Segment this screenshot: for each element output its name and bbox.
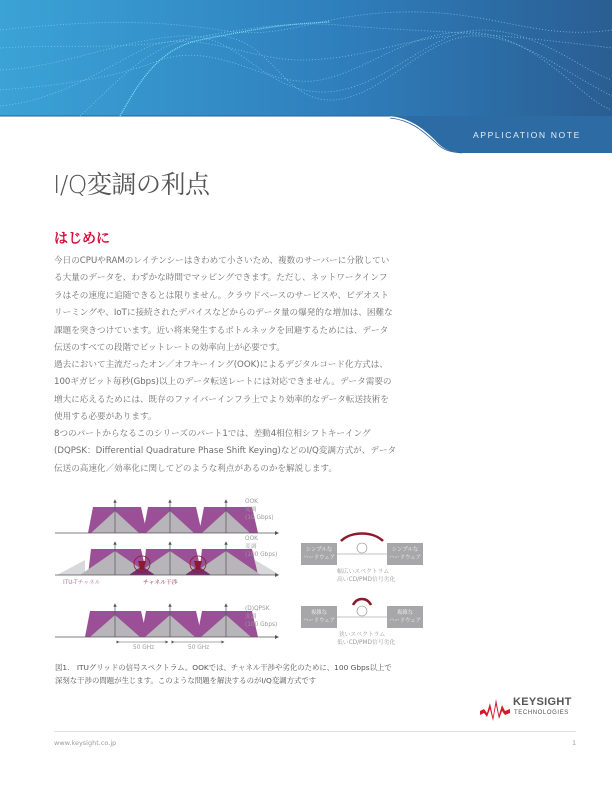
text-line: ラはその速度に追随できるとは限りません。クラウドベースのサービスや、ビデオスト (54, 290, 389, 301)
spectrum-figure (55, 495, 455, 655)
text-line: 100ギガビット毎秒(Gbps)以上のデータ転送レートには対応できません。データ需要の (54, 377, 392, 388)
text-line: 伝送のすべての段階でビットレートの効率向上が必要です。 (54, 343, 285, 354)
row-dqpsk-100g (55, 605, 277, 642)
caption-line: 図1. ITUグリッドの信号スペクトラム。OOKでは、チャネル干渉や劣化のために、100 Gbps以上で (55, 663, 392, 672)
logo-subtitle: TECHNOLOGIES (514, 710, 569, 716)
simple-hardware-box-right: シンプルな ハードウェア (387, 543, 423, 565)
paragraph-3 (54, 426, 564, 478)
link-bottom-description: 狭いスペクトラム 低いCD/PMD信号劣化 (337, 632, 396, 646)
channel-interference-label: チャネル干渉 (143, 580, 178, 586)
row-label-ook-10g: OOK 変調 (10 Gbps) (245, 499, 274, 521)
text-line: 伝送の高速化／効率化に関してどのような利点があるのかを解説します。 (54, 463, 337, 474)
spacing-label-2: 50 GHz (188, 645, 210, 651)
paragraph-1 (54, 253, 564, 357)
text-line: 増大に応えるためには、既存のファイバーインフラ上でより効率的なデータ転送技術を (54, 394, 389, 405)
row-label-dqpsk-100g: (D)QPSK 変調 (100 Gbps) (245, 606, 278, 628)
logo-name: KEYSIGHT (513, 696, 572, 708)
section-heading: はじめに (54, 231, 110, 247)
text-line: る大量のデータを、わずかな時間でマッピングできます。ただし、ネットワークインフ (54, 273, 388, 284)
footer-url[interactable]: www.keysight.co.jp (54, 739, 117, 747)
footer-divider (54, 731, 576, 732)
spacing-label-1: 50 GHz (133, 645, 155, 651)
fiber-link-top (337, 534, 387, 555)
link-top-description: 幅広いスペクトラム 高いCD/PMD信号劣化 (337, 569, 396, 583)
paragraph-2 (54, 357, 564, 427)
page-title: I/Q変調の利点 (53, 170, 210, 199)
complex-hardware-box-right: 複雑な ハードウェア (387, 606, 423, 628)
complex-hardware-box-left: 複雑な ハードウェア (301, 606, 337, 628)
caption-line: 深刻な干渉の問題が生じます。このような問題を解決するのがI/Q変調方式です (55, 676, 317, 685)
simple-hardware-box-left: シンプルな ハードウェア (301, 543, 337, 565)
text-line: 課題を突きつけています。近い将来発生するボトルネックを回避するためには、データ (54, 325, 389, 336)
row-ook-10g (55, 501, 277, 533)
text-line: リーミングや、IoTに接続されたデバイスなどからのデータ量の爆発的な増加は、困難な (54, 308, 393, 319)
text-line: 8つのパートからなるこのシリーズのパート1では、差動4相位相シフトキーイング (54, 429, 371, 439)
text-line: (DQPSK：Differential Quadrature Phase Shift Keying)などのI/Q変調方式が、データ (54, 446, 397, 457)
row-label-ook-100g: OOK 変調 (100 Gbps) (245, 536, 278, 558)
keysight-logo (480, 695, 580, 725)
text-line: 今日のCPUやRAMのレイテンシーはきわめて小さいため、複数のサーバーに分散してい (54, 256, 390, 266)
document-type-label: APPLICATION NOTE (472, 130, 581, 140)
keysight-wave-icon (480, 697, 510, 721)
page-number: 1 (572, 739, 577, 747)
text-line: 使用する必要があります。 (54, 412, 157, 423)
figure-caption (55, 661, 455, 687)
itu-channel-label: ITU-Tチャネル (63, 580, 101, 586)
fiber-link-bottom (337, 599, 387, 617)
text-line: 過去において主流だったオン／オフキーイング(OOK)によるデジタルコード化方式は、 (54, 360, 388, 370)
